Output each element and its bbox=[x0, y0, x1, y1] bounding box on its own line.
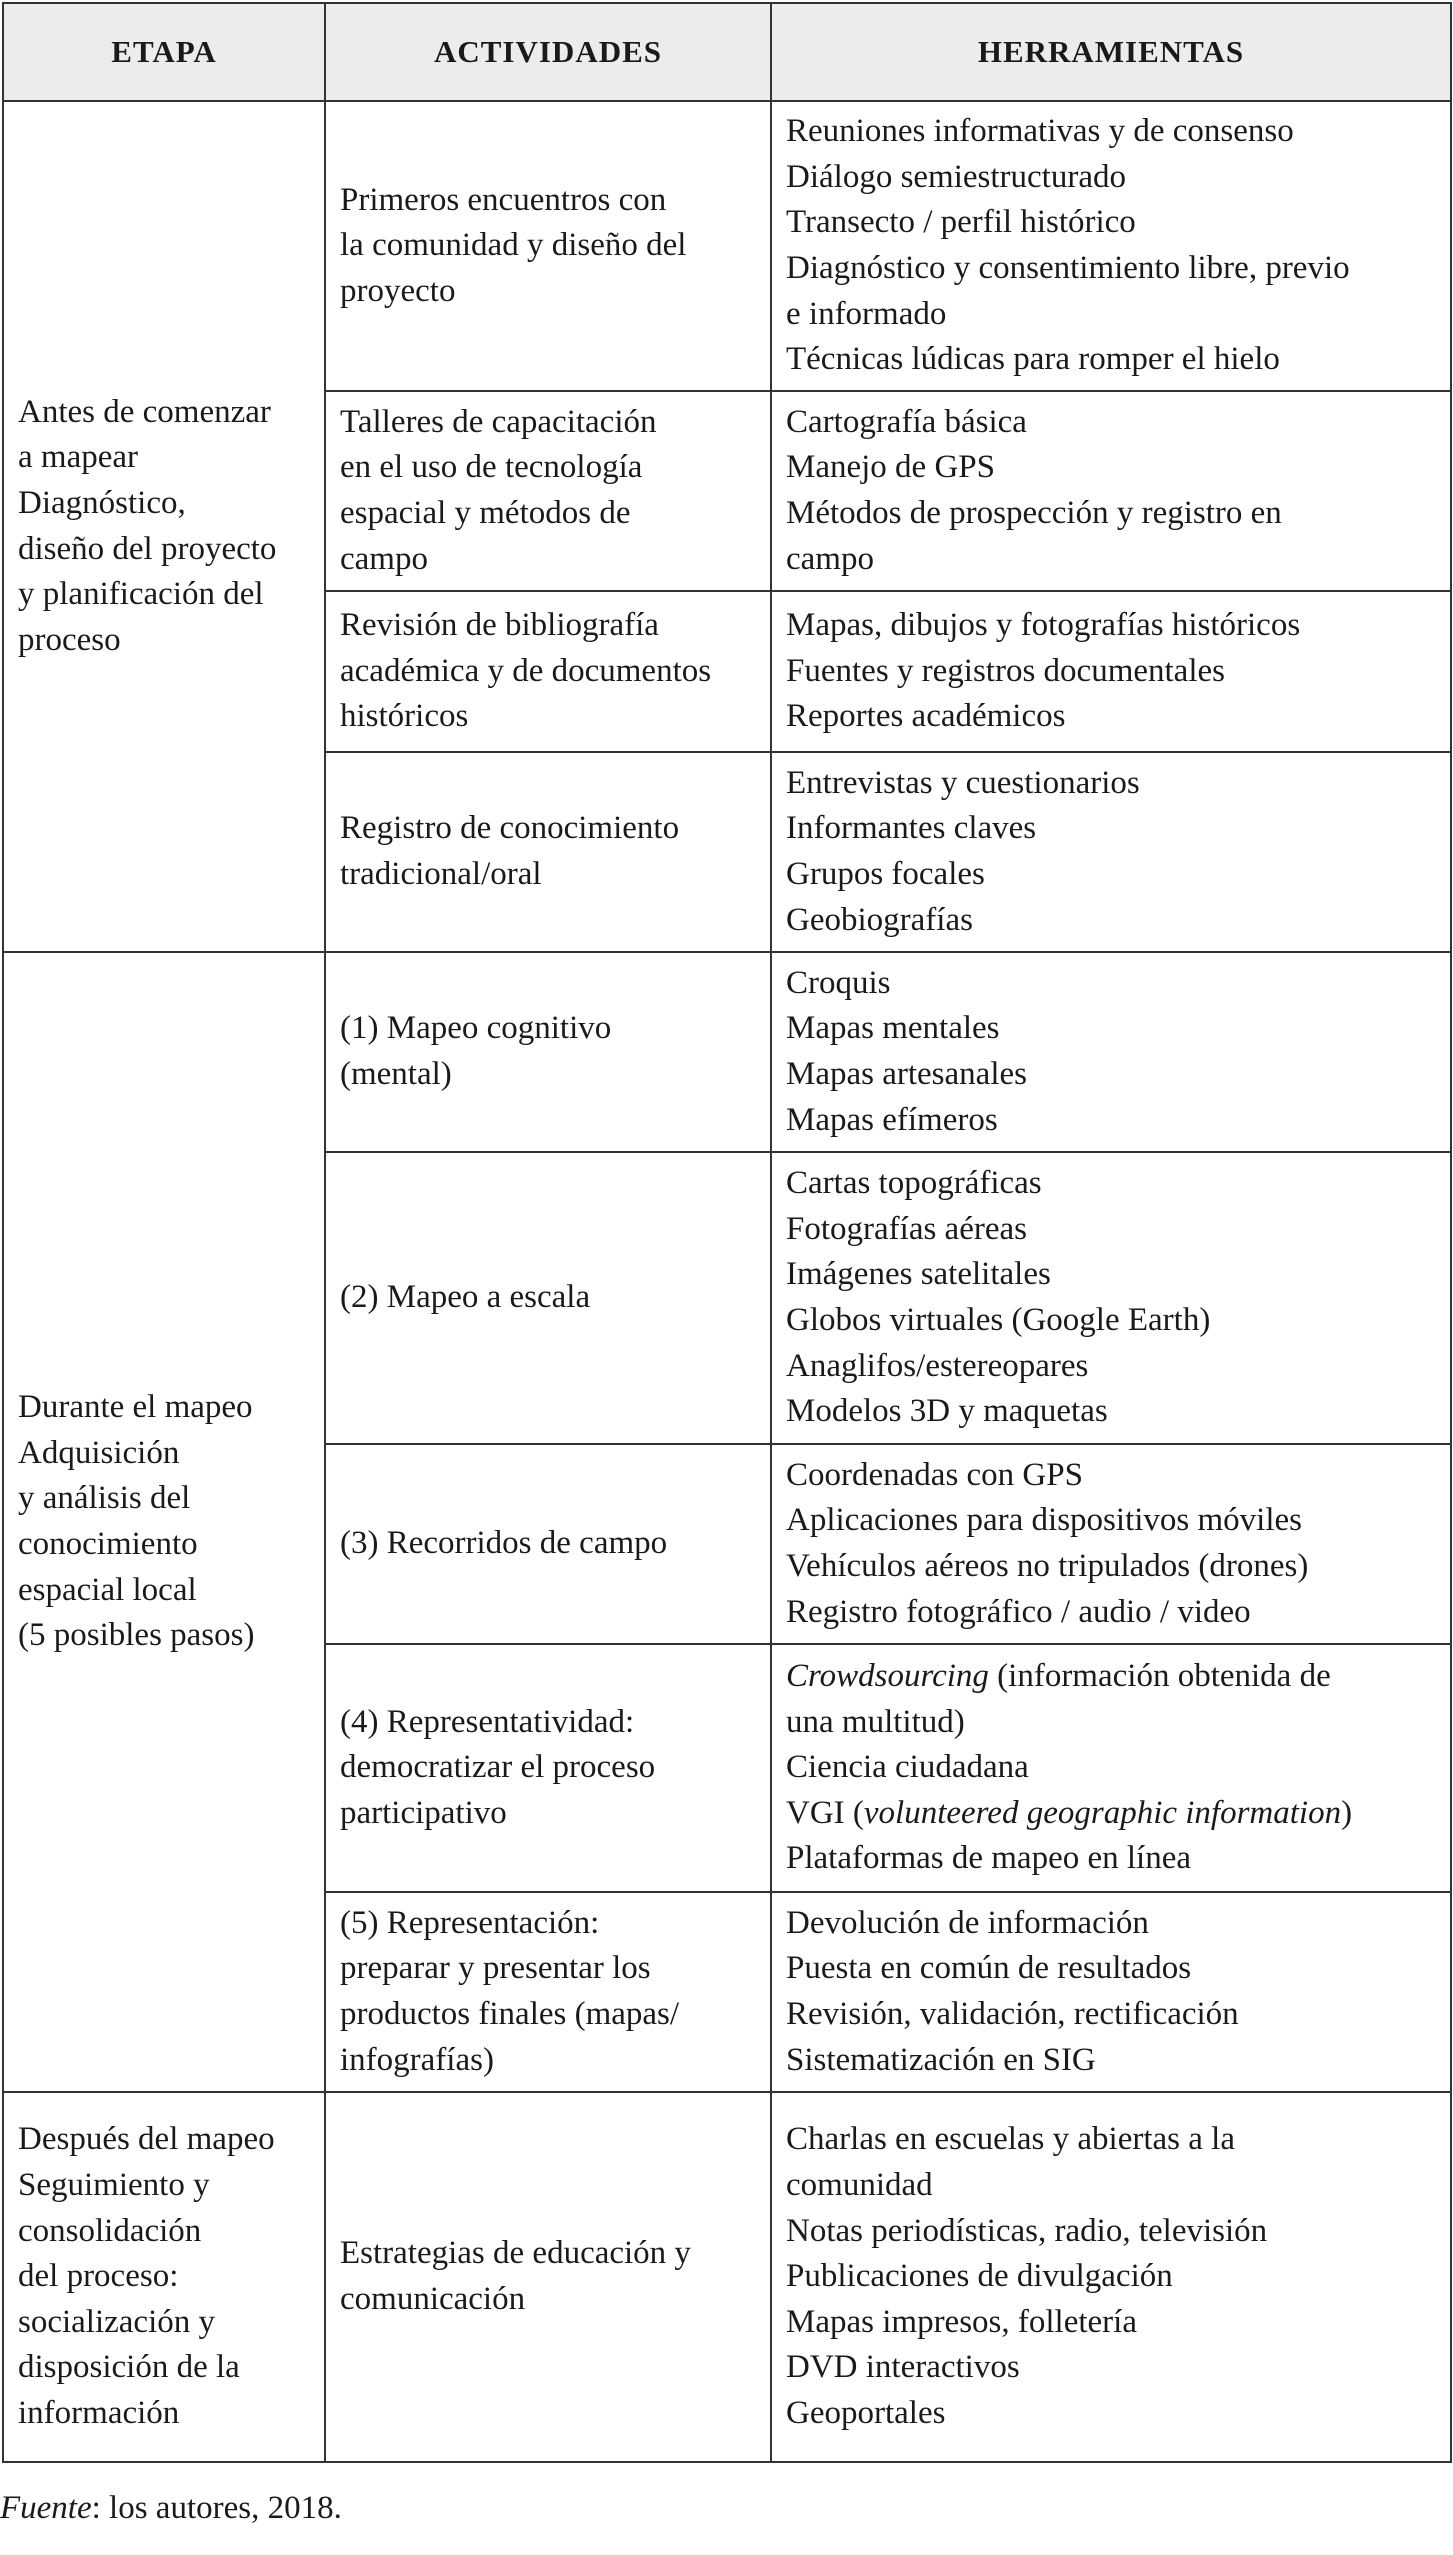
tools-cell bbox=[771, 1644, 1451, 1892]
mapping-stages-table bbox=[2, 2, 1452, 2463]
activity-cell bbox=[325, 391, 771, 591]
table-row bbox=[3, 952, 1451, 1152]
text-line: conocimiento bbox=[18, 1526, 198, 1562]
text-line: Croquis bbox=[786, 964, 891, 1001]
activity-cell bbox=[325, 1152, 771, 1444]
text-line: Mapas artesanales bbox=[786, 1056, 1027, 1092]
source-note: Fuente: los autores, 2018. bbox=[0, 2490, 342, 2526]
text-line: Talleres de capacitación bbox=[340, 403, 657, 440]
text-line: Después del mapeo bbox=[18, 2121, 275, 2158]
text-line: Globos virtuales (Google Earth) bbox=[786, 1302, 1211, 1338]
stage-cell bbox=[3, 952, 325, 2092]
tools-cell bbox=[771, 1444, 1451, 1644]
text-line: Antes de comenzar bbox=[18, 393, 271, 430]
text-line: en el uso de tecnología bbox=[340, 449, 643, 486]
text-line: democratizar el proceso bbox=[340, 1749, 656, 1786]
text-line: Vehículos aéreos no tripulados (drones) bbox=[786, 1548, 1309, 1584]
text-line: Grupos focales bbox=[786, 856, 985, 892]
text-line: una multitud) bbox=[786, 1703, 965, 1740]
text-line: Cartas topográficas bbox=[786, 1165, 1042, 1202]
text-line: Reportes académicos bbox=[786, 698, 1066, 735]
tools-cell bbox=[771, 1152, 1451, 1444]
activity-cell bbox=[325, 952, 771, 1152]
text-line: (mental) bbox=[340, 1056, 452, 1092]
tools-cell bbox=[771, 391, 1451, 591]
text-line: Diálogo semiestructurado bbox=[786, 158, 1126, 195]
text-line: (2) Mapeo a escala bbox=[340, 1279, 591, 1316]
activity-cell bbox=[325, 1892, 771, 2092]
text-line: Imágenes satelitales bbox=[786, 1256, 1051, 1293]
text-line: y planificación del bbox=[18, 576, 264, 613]
text-line: Manejo de GPS bbox=[786, 449, 995, 486]
text-line: y análisis del bbox=[18, 1480, 191, 1517]
text-line: tradicional/oral bbox=[340, 856, 542, 892]
tools-cell bbox=[771, 752, 1451, 952]
stage-cell bbox=[3, 101, 325, 952]
text-line: Diagnóstico y consentimiento libre, previo bbox=[786, 250, 1350, 286]
text-line: Estrategias de educación y bbox=[340, 2235, 691, 2272]
text-line: Métodos de prospección y registro en bbox=[786, 495, 1282, 531]
text-line: Charlas en escuelas y abiertas a la bbox=[786, 2121, 1235, 2158]
text-line: (1) Mapeo cognitivo bbox=[340, 1010, 612, 1047]
text-line: a mapear bbox=[18, 439, 138, 476]
table-row bbox=[3, 2092, 1451, 2462]
text-line: Primeros encuentros con bbox=[340, 181, 667, 218]
text-line: preparar y presentar los bbox=[340, 1950, 651, 1987]
text-line: VGI (volunteered geographic information) bbox=[786, 1794, 1353, 1831]
text-line: Plataformas de mapeo en línea bbox=[786, 1840, 1192, 1877]
text-line: (5) Representación: bbox=[340, 1904, 600, 1941]
header-row bbox=[3, 3, 1451, 101]
text-line: Informantes claves bbox=[786, 810, 1037, 847]
text-line: Transecto / perfil histórico bbox=[786, 204, 1136, 241]
text-line: Mapas impresos, folletería bbox=[786, 2303, 1137, 2340]
text-line: infografías) bbox=[340, 2041, 494, 2078]
text-line: participativo bbox=[340, 1794, 507, 1831]
text-line: Mapas efímeros bbox=[786, 1101, 998, 1138]
text-line: espacial local bbox=[18, 1571, 197, 1608]
tools-cell bbox=[771, 952, 1451, 1152]
activity-cell bbox=[325, 1644, 771, 1892]
text-line: Fuentes y registros documentales bbox=[786, 652, 1225, 689]
activity-cell bbox=[325, 752, 771, 952]
text-line: Crowdsourcing (información obtenida de bbox=[786, 1658, 1331, 1695]
text-line: Modelos 3D y maquetas bbox=[786, 1393, 1108, 1430]
text-line: Adquisición bbox=[18, 1434, 180, 1471]
text-line: comunicación bbox=[340, 2281, 526, 2317]
activity-cell bbox=[325, 101, 771, 391]
text-line: proceso bbox=[18, 621, 121, 658]
text-line: Aplicaciones para dispositivos móviles bbox=[786, 1502, 1302, 1539]
text-line: información bbox=[18, 2394, 180, 2431]
text-line: Diagnóstico, bbox=[18, 484, 186, 521]
text-line: e informado bbox=[786, 295, 947, 332]
activity-cell bbox=[325, 591, 771, 752]
tools-cell bbox=[771, 2092, 1451, 2462]
text-line: (3) Recorridos de campo bbox=[340, 1525, 668, 1562]
text-line: diseño del proyecto bbox=[18, 530, 277, 567]
text-line: Sistematización en SIG bbox=[786, 2041, 1096, 2078]
text-line: Revisión, validación, rectificación bbox=[786, 1996, 1239, 2032]
text-line: Mapas, dibujos y fotografías históricos bbox=[786, 607, 1301, 644]
text-line: Entrevistas y cuestionarios bbox=[786, 764, 1140, 801]
text-line: Registro de conocimiento bbox=[340, 810, 680, 847]
text-line: espacial y métodos de bbox=[340, 495, 631, 531]
text-line: del proceso: bbox=[18, 2258, 179, 2295]
header-etapa: ETAPA bbox=[3, 3, 325, 101]
text-line: Publicaciones de divulgación bbox=[786, 2258, 1173, 2295]
text-line: Puesta en común de resultados bbox=[786, 1950, 1192, 1987]
text-line: Cartografía básica bbox=[786, 403, 1027, 440]
text-line: Registro fotográfico / audio / video bbox=[786, 1593, 1251, 1630]
text-line: (4) Representatividad: bbox=[340, 1703, 635, 1740]
text-line: productos finales (mapas/ bbox=[340, 1996, 680, 2032]
text-line: académica y de documentos bbox=[340, 652, 712, 689]
tools-cell bbox=[771, 101, 1451, 391]
text-line: Reuniones informativas y de consenso bbox=[786, 113, 1294, 150]
tools-cell bbox=[771, 591, 1451, 752]
activity-cell bbox=[325, 2092, 771, 2462]
text-line: Ciencia ciudadana bbox=[786, 1749, 1029, 1786]
header-herramientas: HERRAMIENTAS bbox=[771, 3, 1451, 101]
text-line: Geobiografías bbox=[786, 901, 973, 938]
text-line: comunidad bbox=[786, 2167, 933, 2204]
table-row bbox=[3, 101, 1451, 391]
text-line: Durante el mapeo bbox=[18, 1389, 253, 1426]
tools-cell bbox=[771, 1892, 1451, 2092]
text-line: Coordenadas con GPS bbox=[786, 1456, 1083, 1493]
text-line: disposición de la bbox=[18, 2349, 240, 2386]
activity-cell bbox=[325, 1444, 771, 1644]
text-line: Anaglifos/estereopares bbox=[786, 1347, 1089, 1384]
text-line: Geoportales bbox=[786, 2394, 946, 2431]
text-line: campo bbox=[340, 540, 428, 577]
header-actividades: ACTIVIDADES bbox=[325, 3, 771, 101]
stage-cell bbox=[3, 2092, 325, 2462]
text-line: Fotografías aéreas bbox=[786, 1210, 1027, 1247]
text-line: (5 posibles pasos) bbox=[18, 1617, 255, 1654]
text-line: la comunidad y diseño del bbox=[340, 227, 687, 264]
text-line: históricos bbox=[340, 698, 469, 735]
text-line: Notas periodísticas, radio, televisión bbox=[786, 2212, 1268, 2249]
text-line: Revisión de bibliografía bbox=[340, 607, 659, 644]
text-line: DVD interactivos bbox=[786, 2349, 1020, 2386]
text-line: Devolución de información bbox=[786, 1904, 1149, 1941]
text-line: campo bbox=[786, 540, 874, 577]
text-line: socialización y bbox=[18, 2303, 216, 2340]
text-line: Mapas mentales bbox=[786, 1010, 1000, 1047]
text-line: Técnicas lúdicas para romper el hielo bbox=[786, 341, 1280, 378]
text-line: Seguimiento y bbox=[18, 2167, 210, 2204]
text-line: consolidación bbox=[18, 2212, 202, 2249]
text-line: proyecto bbox=[340, 272, 456, 309]
